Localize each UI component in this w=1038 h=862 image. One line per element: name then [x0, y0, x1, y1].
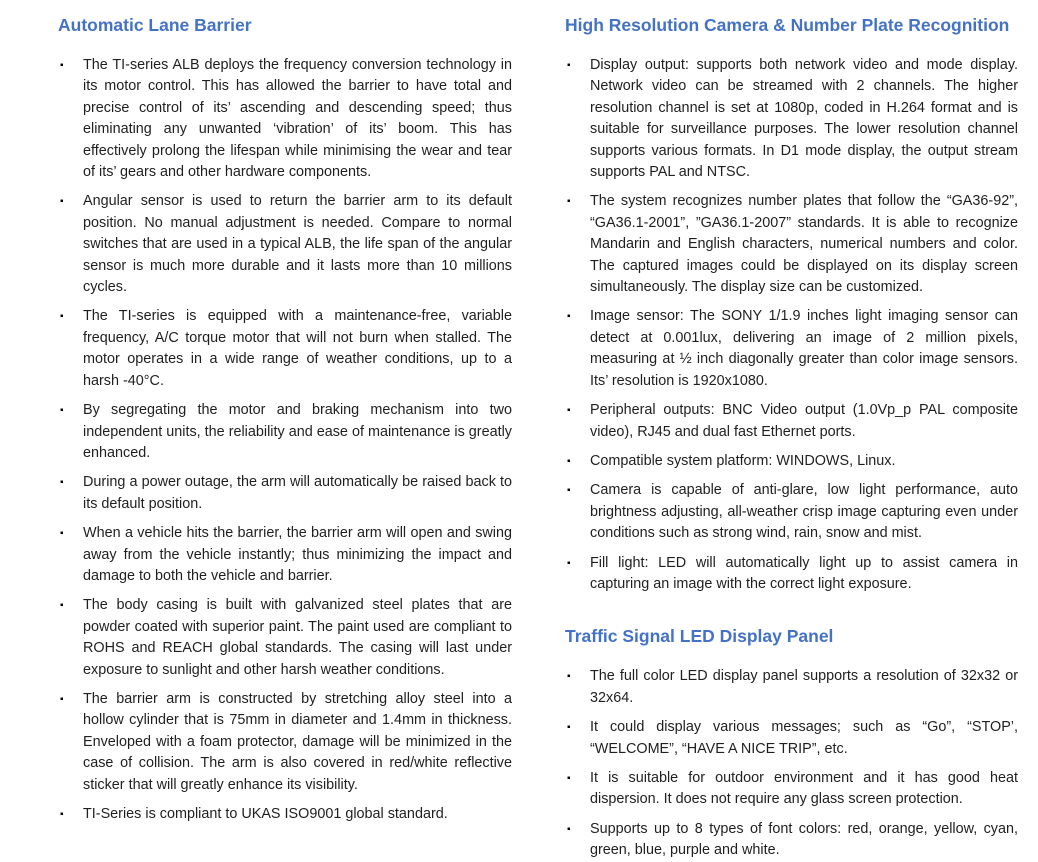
- bullet-item: [58, 400, 512, 464]
- bullet-item: [58, 191, 512, 298]
- bullet-marker-icon: ▪: [567, 196, 571, 208]
- bullet-marker-icon: ▪: [60, 693, 64, 705]
- bullet-item: [58, 804, 512, 825]
- bullet-marker-icon: ▪: [60, 477, 64, 489]
- bullet-item: [58, 306, 512, 392]
- right-column: [565, 14, 1018, 859]
- bullet-text: TI-Series is compliant to UKAS ISO9001 global standard.: [83, 806, 448, 822]
- bullet-marker-icon: ▪: [60, 196, 64, 208]
- bullet-item: [58, 689, 512, 796]
- bullet-text: Camera is capable of anti-glare, low light performance, auto brightness adjusting, all-weather crisp image capturing even under conditions such as strong wind, rain, snow and mist.: [590, 482, 1018, 542]
- bullet-marker-icon: ▪: [60, 311, 64, 323]
- bullet-item: [565, 480, 1018, 544]
- bullet-marker-icon: ▪: [60, 528, 64, 540]
- bullet-item: [58, 523, 512, 587]
- bullet-marker-icon: ▪: [567, 455, 571, 467]
- bullet-text: It could display various messages; such as “Go”, “STOP’, “WELCOME”, “HAVE A NICE TRIP”, etc.: [590, 719, 1018, 757]
- bullet-text: It is suitable for outdoor environment and it has good heat dispersion. It does not require any glass screen protection.: [590, 769, 1018, 808]
- bullet-text: The TI-series is equipped with a maintenance-free, variable frequency, A/C torque motor that will not burn when stalled. The motor operates in a wide range of weather conditions, up to a harsh -40°C.: [83, 308, 512, 389]
- left-column: [58, 14, 512, 822]
- section-title: Automatic Lane Barrier: [58, 15, 252, 35]
- bullet-item: [565, 666, 1018, 709]
- bullet-list: [565, 55, 1018, 595]
- bullet-text: By segregating the motor and braking mechanism into two independent units, the reliability and ease of maintenance is greatly enhanced.: [83, 402, 512, 461]
- section-automatic-lane-barrier: [58, 14, 512, 825]
- bullet-marker-icon: ▪: [567, 311, 571, 323]
- bullet-marker-icon: ▪: [60, 809, 64, 820]
- bullet-marker-icon: ▪: [567, 722, 571, 734]
- bullet-item: [565, 819, 1018, 862]
- bullet-item: [565, 191, 1018, 298]
- bullet-marker-icon: ▪: [60, 60, 64, 71]
- bullet-text: Supports up to 8 types of font colors: red, orange, yellow, cyan, green, blue, purple and white.: [590, 820, 1018, 859]
- bullet-marker-icon: ▪: [60, 405, 64, 417]
- bullet-text: During a power outage, the arm will automatically be raised back to its default position.: [83, 474, 512, 512]
- section-traffic-signal-led-panel: [565, 625, 1018, 861]
- bullet-text: Fill light: LED will automatically light up to assist camera in capturing an image with the correct light exposure.: [590, 554, 1018, 592]
- bullet-text: The barrier arm is constructed by stretching alloy steel into a hollow cylinder that is 75mm in diameter and 1.4mm in thickness. Enveloped with a foam protector, damage will be minimized in the case of collision. The arm is also covered in red/white reflective sticker that will greatly enhance its visibility.: [83, 690, 512, 793]
- bullet-item: [565, 451, 1018, 472]
- bullet-item: [565, 55, 1018, 183]
- bullet-item: [58, 472, 512, 515]
- section-title: High Resolution Camera & Number Plate Recognition: [565, 15, 1010, 35]
- bullet-item: [565, 768, 1018, 811]
- bullet-text: Display output: supports both network video and mode display. Network video can be streamed with 2 channels. The higher resolution channel is set at 1080p, coded in H.264 format and is suitable for surveillance purposes. The lower resolution channel supports various formats. In D1 mode display, the output stream supports PAL and NTSC.: [590, 57, 1018, 181]
- bullet-item: [58, 595, 512, 681]
- bullet-text: The system recognizes number plates that follow the “GA36-92”, “GA36.1-2001”, ”GA36.1-2007” standards. It is able to recognize Mandarin and English characters, numerical numbers and color. The captured images could be displayed on its display screen simultaneously. The display size can be customized.: [590, 193, 1018, 296]
- bullet-item: [565, 306, 1018, 392]
- bullet-marker-icon: ▪: [567, 823, 571, 835]
- section-title: Traffic Signal LED Display Panel: [565, 626, 834, 647]
- bullet-marker-icon: ▪: [567, 485, 571, 497]
- bullet-marker-icon: ▪: [567, 60, 571, 71]
- bullet-text: The full color LED display panel supports a resolution of 32x32 or 32x64.: [590, 668, 1018, 706]
- bullet-item: [565, 553, 1018, 596]
- bullet-item: [58, 55, 512, 183]
- bullet-list: [58, 55, 512, 825]
- bullet-text: Angular sensor is used to return the barrier arm to its default position. No manual adjustment is needed. Compare to normal switches that are used in a typical ALB, the life span of the angular sensor is much more durable and it lasts more than 10 millions cycles.: [83, 193, 512, 296]
- bullet-text: The body casing is built with galvanized steel plates that are powder coated with superior paint. The paint used are compliant to ROHS and REACH global standards. The casing will last under exposure to sunlight and other harsh weather conditions.: [83, 597, 512, 678]
- bullet-marker-icon: ▪: [567, 557, 571, 569]
- bullet-list: [565, 666, 1018, 861]
- bullet-text: When a vehicle hits the barrier, the barrier arm will open and swing away from the vehicle instantly; thus minimizing the impact and damage to both the vehicle and barrier.: [83, 525, 512, 584]
- bullet-marker-icon: ▪: [60, 600, 64, 612]
- bullet-item: [565, 400, 1018, 443]
- section-camera-plate-recognition: [565, 14, 1018, 595]
- bullet-marker-icon: ▪: [567, 405, 571, 417]
- bullet-marker-icon: ▪: [567, 671, 571, 683]
- bullet-text: Image sensor: The SONY 1/1.9 inches light imaging sensor can detect at 0.001lux, delivering an image of 2 million pixels, measuring at ½ inch diagonally greater than color image sensors. Its’ resolution is 1920x1080.: [590, 308, 1018, 389]
- bullet-item: [565, 717, 1018, 760]
- bullet-text: Compatible system platform: WINDOWS, Linux.: [590, 452, 896, 469]
- bullet-text: Peripheral outputs: BNC Video output (1.0Vp_p PAL composite video), RJ45 and dual fast Ethernet ports.: [590, 402, 1018, 440]
- bullet-marker-icon: ▪: [567, 772, 571, 784]
- bullet-text: The TI-series ALB deploys the frequency conversion technology in its motor control. This has allowed the barrier to have total and precise control of its’ ascending and descending speed; thus eliminating any unwanted ‘vibration’ of its’ boom. This has effectively prolong the lifespan while minimising the wear and tear of its’ gears and other hardware components.: [83, 57, 512, 181]
